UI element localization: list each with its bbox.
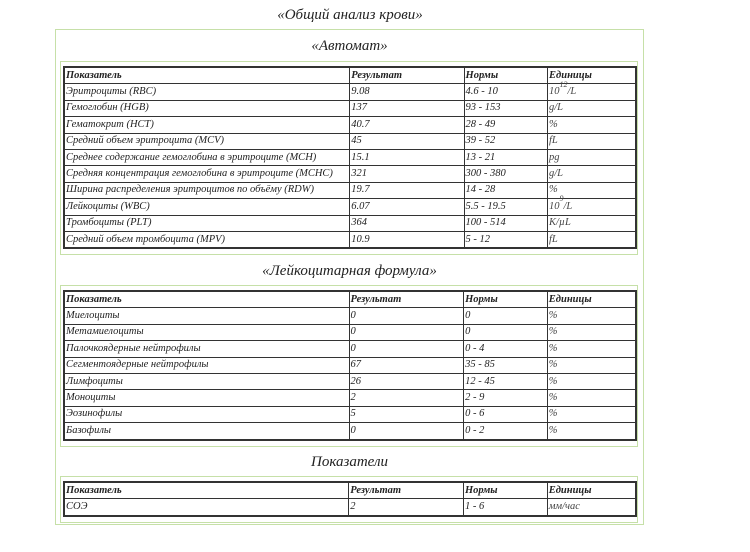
unit [547,423,636,440]
unit [548,149,636,165]
section-leukocyte-formula [60,285,638,447]
result-value: 19.7 [350,182,464,198]
norm-range: 12 - 45 [464,373,548,389]
result-value: 0 [349,324,464,340]
norm-range: 300 - 380 [464,166,547,182]
norm-range: 0 - 4 [464,341,548,357]
table-row [64,215,636,231]
section-automat [60,61,638,255]
param-name: Средний объем эритроцита (MCV) [64,133,350,149]
result-value: 321 [350,166,464,182]
unit-suffix: /L [567,86,577,98]
unit-base: 10 [549,86,560,98]
unit-base: fL [549,233,558,245]
norm-range: 4.6 - 10 [464,84,547,100]
table-row [64,166,636,182]
result-value: 0 [349,423,464,440]
result-value: 26 [349,373,464,389]
column-header-norm: Нормы [464,67,547,84]
norm-range: 35 - 85 [464,357,548,373]
result-value: 137 [350,100,464,116]
table-row [64,100,636,116]
unit-suffix: /L [563,200,573,212]
result-value: 2 [349,499,464,516]
param-name: Ширина распределения эритроцитов по объёму (RDW) [64,182,350,198]
table-row [64,117,636,133]
unit-base: % [548,392,558,404]
unit-base: % [549,118,558,130]
unit-base: % [548,375,558,387]
param-name: Среднее содержание гемоглобина в эритроците (MCH) [64,149,350,165]
result-value: 67 [349,357,464,373]
column-header-units: Единицы [548,67,636,84]
unit [548,166,636,182]
param-name: Средняя концентрация гемоглобина в эритроците (MCHC) [64,166,350,182]
unit-base: мм/час [548,501,580,513]
param-name: Гемоглобин (HGB) [64,100,350,116]
section-title-automat: «Автомат» [311,38,388,54]
param-name: Средний объем тромбоцита (MPV) [64,231,350,248]
unit [547,406,636,422]
unit [548,117,636,133]
results-table [63,290,637,441]
unit-base: % [548,408,558,420]
unit-base: % [548,342,558,354]
param-name: Эритроциты (RBC) [64,84,350,100]
result-value: 2 [349,390,464,406]
table-header-row [64,482,636,499]
table-row [64,423,636,440]
unit [548,194,636,215]
param-name: Гематокрит (HCT) [64,117,350,133]
table-row [64,406,636,422]
unit-base: g/L [549,168,564,180]
unit-base: % [548,359,558,371]
unit-base: % [548,310,558,322]
section-title-leukocyte-formula: «Лейкоцитарная формула» [262,263,437,279]
unit-base: g/L [549,102,564,114]
norm-range: 5.5 - 19.5 [464,199,547,215]
column-header-units: Единицы [547,291,636,308]
unit [547,357,636,373]
norm-range: 100 - 514 [464,215,547,231]
unit-base: % [549,184,558,196]
column-header-result: Результат [349,291,464,308]
norm-range: 1 - 6 [463,499,547,516]
param-name: Миелоциты [64,308,349,324]
results-table [63,481,637,517]
param-name: Тромбоциты (PLT) [64,215,350,231]
page-title: «Общий анализ крови» [277,7,423,23]
section-indicators [60,476,638,523]
unit-base: % [548,326,558,338]
unit-base: 10 [549,200,560,212]
table-row [64,149,636,165]
param-name: Палочкоядерные нейтрофилы [64,341,349,357]
param-name: Лейкоциты (WBC) [64,199,350,215]
table-header-row [64,291,636,308]
result-value: 0 [349,308,464,324]
unit-exponent: 9 [559,194,564,204]
table-row [64,390,636,406]
norm-range: 93 - 153 [464,100,547,116]
norm-range: 14 - 28 [464,182,547,198]
table-row [64,357,636,373]
param-name: Эозинофилы [64,406,349,422]
table-row [64,182,636,198]
unit-base: pg [549,151,560,163]
table-header-row [64,67,636,84]
norm-range: 5 - 12 [464,231,547,248]
param-name: СОЭ [64,499,349,516]
result-value: 0 [349,341,464,357]
column-header-param: Показатель [64,67,350,84]
unit [548,100,636,116]
table-row [64,199,636,215]
table-row [64,324,636,340]
section-title-indicators: Показатели [311,454,388,470]
unit-base: % [548,424,558,436]
norm-range: 0 [464,324,548,340]
norm-range: 0 - 2 [464,423,548,440]
column-header-units: Единицы [547,482,636,499]
result-value: 15.1 [350,149,464,165]
unit [548,79,636,100]
result-value: 9.08 [350,84,464,100]
column-header-param: Показатель [64,482,349,499]
unit [547,308,636,324]
table-row [64,133,636,149]
column-header-result: Результат [350,67,464,84]
unit [547,390,636,406]
unit-base: fL [549,135,558,147]
result-value: 40.7 [350,117,464,133]
param-name: Лимфоциты [64,373,349,389]
table-row [64,231,636,248]
unit [547,341,636,357]
unit [548,133,636,149]
result-value: 5 [349,406,464,422]
results-table [63,66,637,249]
column-header-norm: Нормы [463,482,547,499]
column-header-result: Результат [349,482,464,499]
table-row [64,373,636,389]
param-name: Моноциты [64,390,349,406]
unit [547,324,636,340]
norm-range: 13 - 21 [464,149,547,165]
unit-base: K/µL [549,217,571,229]
column-header-param: Показатель [64,291,349,308]
param-name: Базофилы [64,423,349,440]
unit [548,215,636,231]
table-row [64,499,636,516]
norm-range: 28 - 49 [464,117,547,133]
unit [547,373,636,389]
result-value: 45 [350,133,464,149]
param-name: Сегментоядерные нейтрофилы [64,357,349,373]
table-row [64,84,636,100]
param-name: Метамиелоциты [64,324,349,340]
norm-range: 39 - 52 [464,133,547,149]
result-value: 364 [350,215,464,231]
result-value: 6.07 [350,199,464,215]
norm-range: 2 - 9 [464,390,548,406]
unit [548,231,636,248]
table-row [64,341,636,357]
norm-range: 0 [464,308,548,324]
report-container [55,29,644,525]
table-row [64,308,636,324]
column-header-norm: Нормы [464,291,548,308]
norm-range: 0 - 6 [464,406,548,422]
unit-exponent: 12 [559,79,568,89]
result-value: 10.9 [350,231,464,248]
unit [547,499,636,516]
